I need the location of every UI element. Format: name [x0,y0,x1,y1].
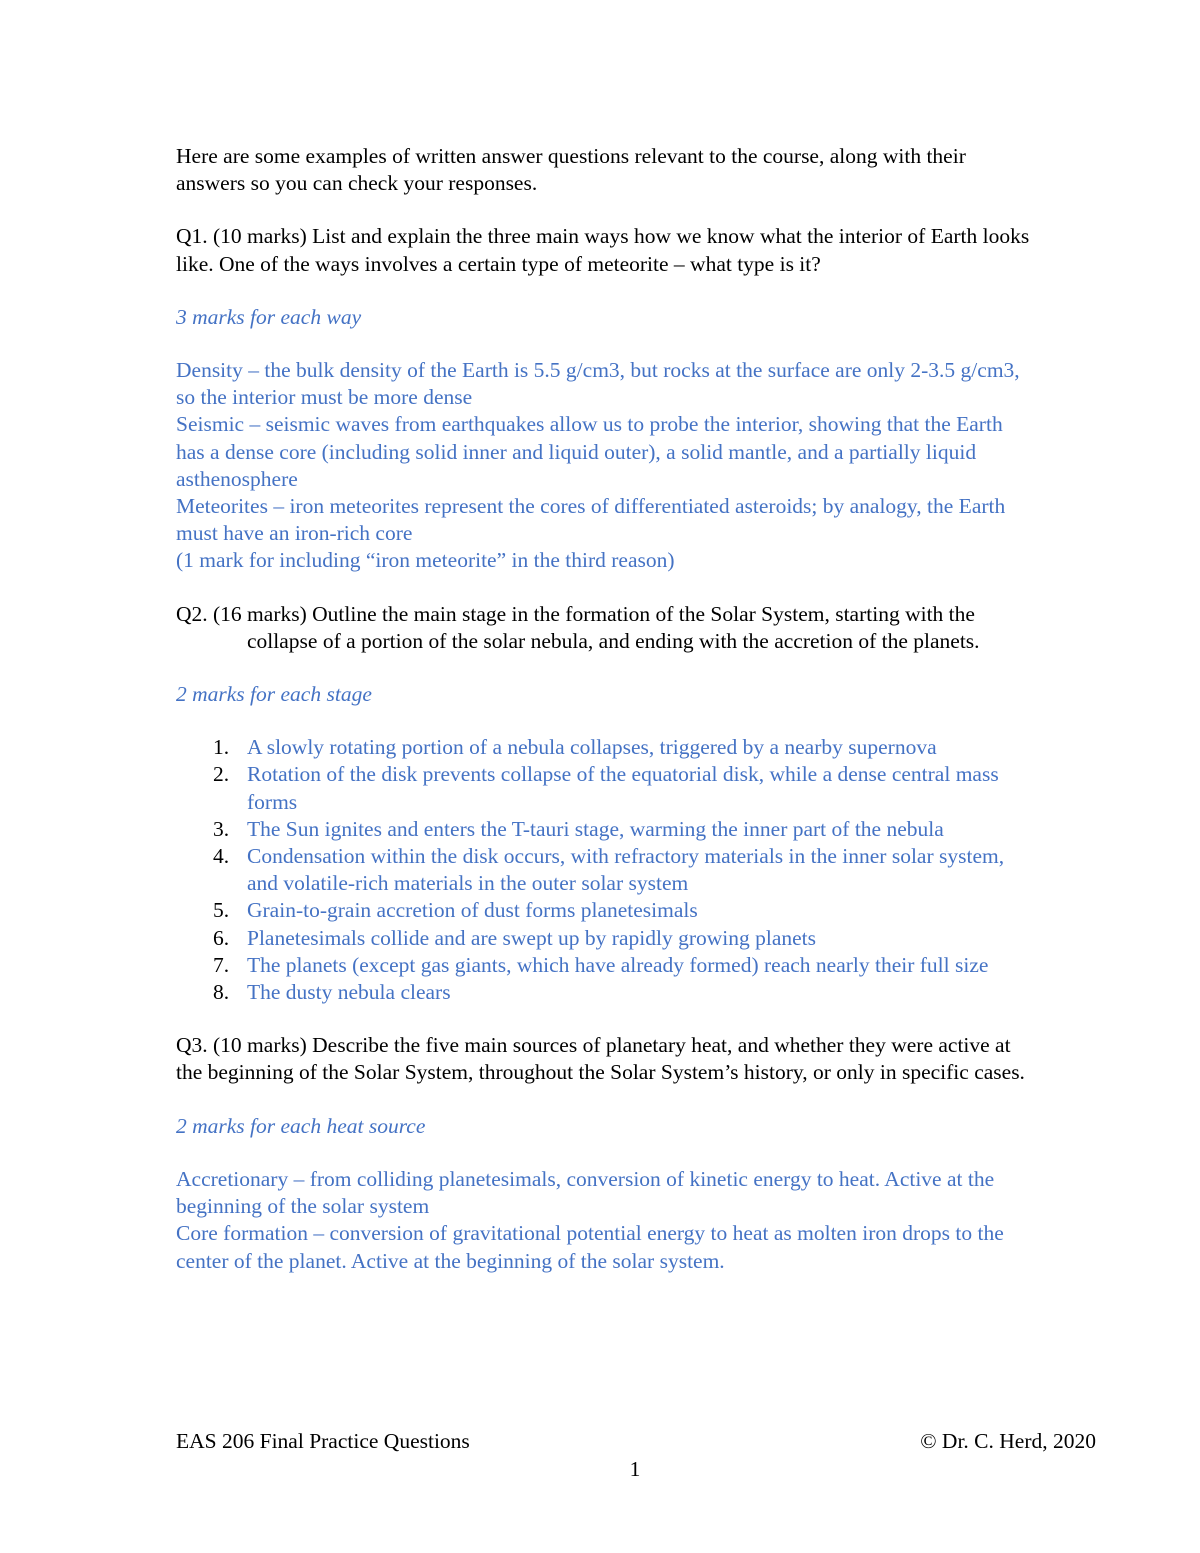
list-item-number: 5. [213,898,230,923]
q2-question: Q2. (16 marks) Outline the main stage in the formation of the Solar System, starting with the collapse of a portion of the solar nebula, and ending with the accretion of the planets. [176,601,980,653]
intro-paragraph: Here are some examples of written answer questions relevant to the course, along with their answers so you can check your responses. [176,144,966,196]
list-item-number: 4. [213,844,230,869]
list-item-text: Condensation within the disk occurs, with refractory materials in the inner solar system, and volatile-rich materials in the outer solar system [247,844,1005,896]
list-item-number: 2. [213,762,230,787]
list-item-text: Planetesimals collide and are swept up by rapidly growing planets [247,925,817,950]
list-item-text: The dusty nebula clears [247,980,451,1005]
list-item [176,897,1036,924]
list-item [176,925,1036,952]
list-item-text: The Sun ignites and enters the T-tauri stage, warming the inner part of the nebula [247,816,944,841]
q1-answer-density: Density – the bulk density of the Earth is 5.5 g/cm3, but rocks at the surface are only 2-3.5 g/cm3, so the interior must be more dense [176,358,1020,410]
q3-answer-accretionary: Accretionary – from colliding planetesimals, conversion of kinetic energy to heat. Active at the beginning of the solar system [176,1166,995,1219]
list-item-number: 1. [213,735,230,760]
page-number: 1 [629,1457,641,1481]
document-body [176,143,1036,1275]
q2-stage-list [176,734,1036,1006]
q1-marking-note: 3 marks for each way [176,304,362,329]
list-item [176,816,1036,843]
list-item [176,843,1036,897]
footer-course-title: EAS 206 Final Practice Questions [176,1429,470,1453]
q2-marking-note: 2 marks for each stage [176,682,372,707]
q1-answers [176,357,1036,575]
list-item-number: 8. [213,980,230,1005]
q3-answer-core-formation: Core formation – conversion of gravitational potential energy to heat as molten iron drops to the center of the planet. Active at the beginning of the solar system. [176,1221,1004,1273]
list-item-text: Grain-to-grain accretion of dust forms planetesimals [247,898,698,923]
list-item-number: 7. [213,952,230,977]
q1-answer-bonus-note: (1 mark for including “iron meteorite” in the third reason) [176,548,675,573]
q3-answers [176,1166,1036,1275]
list-item-number: 3. [213,816,230,841]
q1-answer-meteorites: Meteorites – iron meteorites represent the cores of differentiated asteroids; by analogy, the Earth must have an iron-rich core [176,494,1006,546]
list-item [176,761,1036,815]
footer-copyright: © Dr. C. Herd, 2020 [920,1429,1096,1453]
list-item-text: The planets (except gas giants, which have already formed) reach nearly their full size [247,952,989,977]
q3-marking-note: 2 marks for each heat source [176,1113,426,1138]
list-item [176,979,1036,1006]
q3-question: Q3. (10 marks) Describe the five main sources of planetary heat, and whether they were active at the beginning of the Solar System, throughout the Solar System’s history, or only in specific cases. [176,1033,1025,1085]
q1-answer-seismic: Seismic – seismic waves from earthquakes allow us to probe the interior, showing that the Earth has a dense core (including solid inner and liquid outer), a solid mantle, and a partially liquid asthenosphere [176,412,1003,491]
list-item [176,734,1036,761]
list-item-number: 6. [213,925,230,950]
list-item [176,952,1036,979]
list-item-text: A slowly rotating portion of a nebula collapses, triggered by a nearby supernova [247,735,937,760]
q1-question: Q1. (10 marks) List and explain the three main ways how we know what the interior of Earth looks like. One of the ways involves a certain type of meteorite – what type is it? [176,224,1030,276]
list-item-text: Rotation of the disk prevents collapse of the equatorial disk, while a dense central mass forms [247,762,999,814]
